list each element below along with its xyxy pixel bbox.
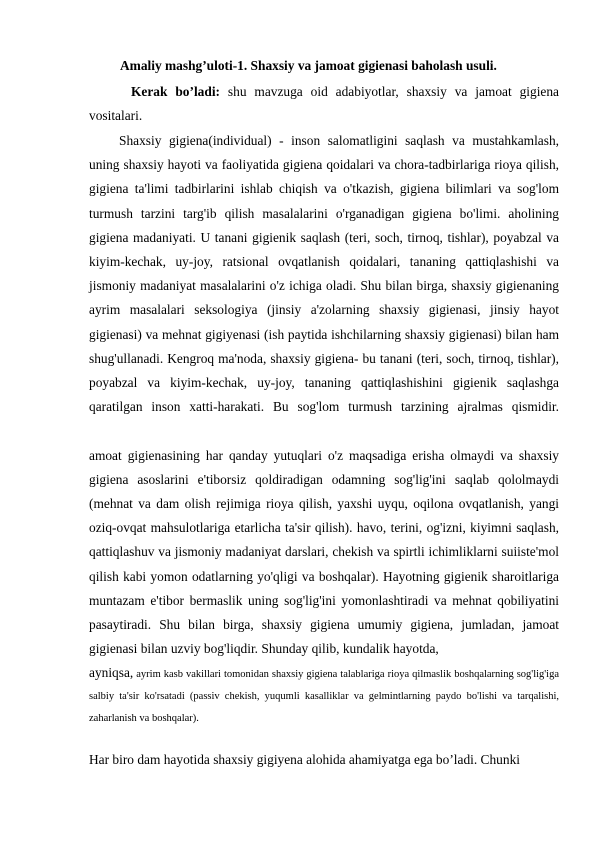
goal-paragraph [89, 80, 559, 128]
goal-label: Kerak bo’ladi: [131, 84, 220, 99]
body-paragraph-personal-hygiene [89, 129, 559, 661]
goal-text: shu mavzuga oid adabiyotlar, shaxsiy va jamoat gigiena vositalari. [89, 84, 560, 124]
tail-lead-word: ayniqsa, [89, 665, 134, 680]
body-paragraph-tail [89, 662, 559, 730]
body-text-part2: amoat gigienasining har qanday yutuqlari o'z maqsadiga erisha olmaydi va shaxsiy gigiena asoslarini e'tiborsiz qoldiradigan odamning sog'lig'ini saqlab qololmaydi (mehnat va dam olish rejimiga rioya qilish, yaxshi uyqu, oqilona ovqatlanish, yangi oziq-ovqat mahsulotlariga etarlicha ta'sir qilish). havo, terini, og'izni, kiyimni saqlash, qattiqlashuv va jismoniy madaniyat darslari, chekish va spirtli ichimliklarni suiiste'mol qilish kabi yomon odatlarning yo'qligi va boshqalar). Hayotning gigienik sharoitlariga muntazam e'tibor bermaslik uning sog'lig'ini yomonlashtiradi va mehnat qobiliyatini pasaytiradi. Shu bilan birga, shaxsiy gigiena umumiy gigiena, jumladan, jamoat gigienasi bilan uzviy bog'liqdir. Shunday qilib, kundalik hayotda, [89, 447, 559, 657]
body-text-part1: Shaxsiy gigiena(individual) - inson salomatligini saqlash va mustahkamlash, uning shaxsiy hayoti va faoliyatida gigiena qoidalari va chora-tadbirlariga rioya qilish, gigiena ta'limi tadbirlarini ishlab chiqish va o'tkazish, gigiena bilimlari va sog'lom turmush tarzini targ'ib qilish masalalarini o'rganadigan gigiena bo'limi. aholining gigiena madaniyati. U tanani gigienik saqlash (teri, soch, tirnoq, tishlar), poyabzal va kiyim-kechak, uy-joy, ratsional ovqatlanish qoidalari, tananing qattiqlashishi va jismoniy madaniyat masalalarini o'z ichiga oladi. Shu bilan birga, shaxsiy gigienaning ayrim masalalari seksologiya (jinsiy a'zolarning shaxsiy gigienasi, jinsiy hayot gigienasi) va mehnat gigiyenasi (ish paytida ishchilarning shaxsiy gigienasi) bilan ham shug'ullanadi. Kengroq ma'noda, shaxsiy gigiena- bu tanani (teri, soch, tirnoq, tishlar), poyabzal va kiyim-kechak, uy-joy, tananing qattiqlashishini gigienik saqlashga qaratilgan inson xatti-harakati. Bu sog'lom turmush tarzining ajralmas qismidir. [89, 133, 559, 415]
page-title: Amaliy mashg’uloti-1. Shaxsiy va jamoat gigienasi baholash usuli. [120, 58, 497, 73]
tail-small-text: ayrim kasb vakillari tomonidan shaxsiy gigiena talablariga rioya qilmaslik boshqalarning sog'lig'iga salbiy ta'sir ko'rsatadi (passiv chekish, yuqumli kasalliklar va gelmintlarning paydo bo'lishi va tarqalishi, zaharlanish va boshqalar). [89, 669, 559, 724]
body-paragraph-closing: Har biro dam hayotida shaxsiy gigiyena alohida ahamiyatga ega bo’ladi. Chunki [89, 752, 520, 767]
